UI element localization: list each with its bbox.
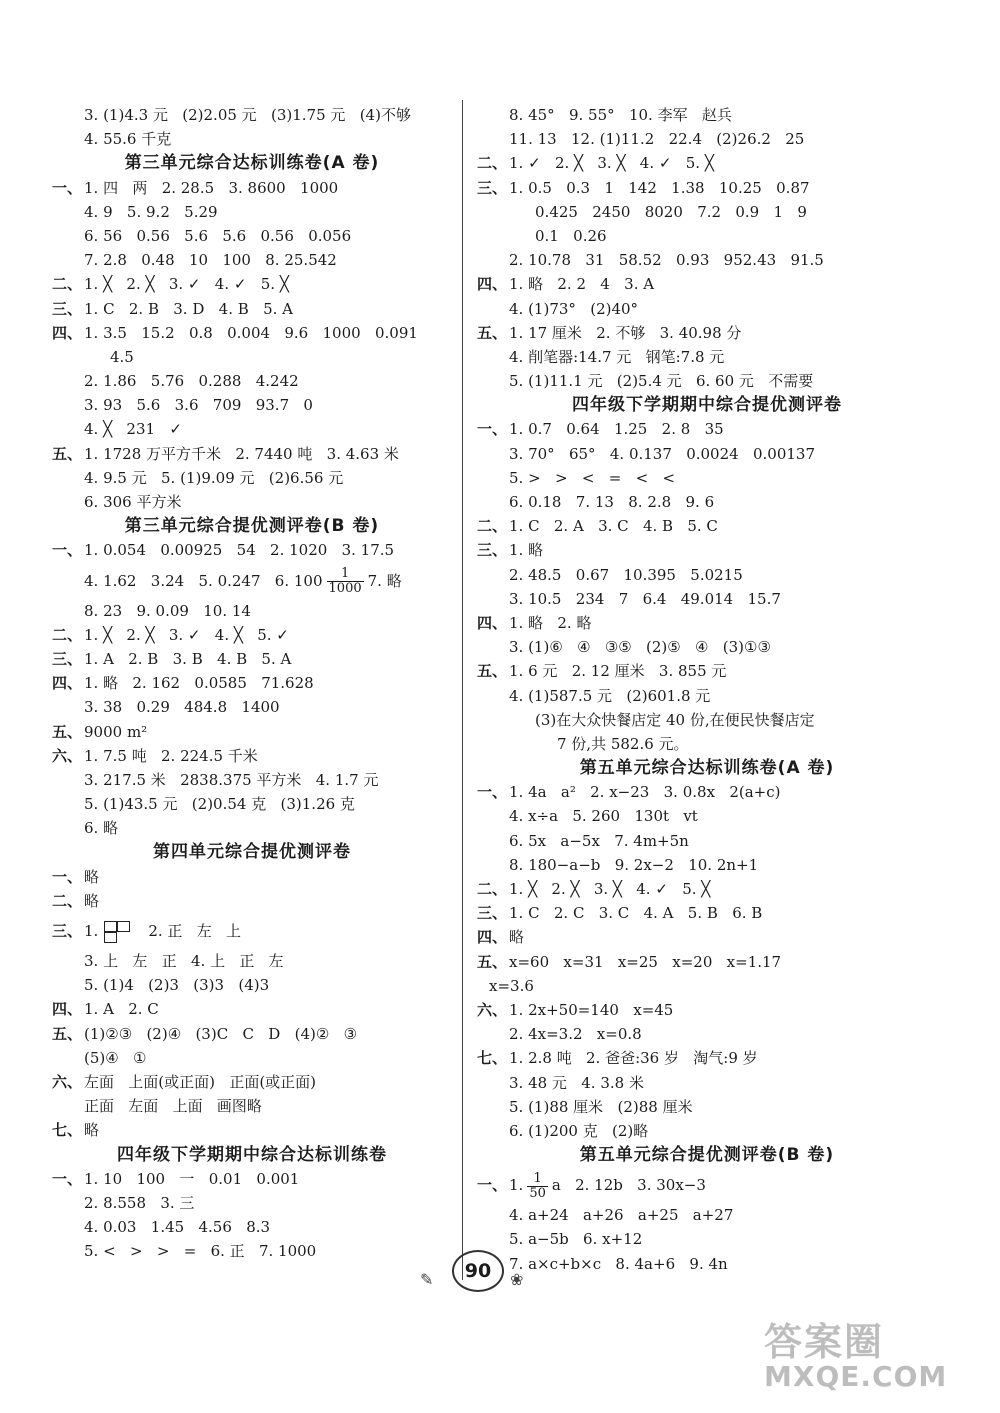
answer-text: (5)④ ① <box>84 1048 147 1067</box>
section-marker: 七、 <box>52 1121 83 1140</box>
answer-text: 4. x÷a 5. 260 130t vt <box>509 807 698 826</box>
section-marker: 五、 <box>477 662 508 681</box>
answer-text: 左面 上面(或正面) 正面(或正面) <box>84 1072 317 1091</box>
section-marker: 五、 <box>52 444 83 463</box>
answer-line <box>477 950 937 974</box>
answer-text: 1. ✓ 2. ╳ 3. ╳ 4. ✓ 5. ╳ <box>509 154 714 173</box>
answer-text: 5. (1)43.5 元 (2)0.54 克 (3)1.26 克 <box>84 795 355 814</box>
answer-line <box>52 1070 452 1094</box>
answer-line <box>52 792 452 816</box>
section-marker: 三、 <box>52 649 83 668</box>
section-marker: 四、 <box>52 323 83 342</box>
answer-line <box>477 1227 937 1251</box>
answer-text: 5. (1)11.1 元 (2)5.4 元 6. 60 元 不需要 <box>509 372 814 391</box>
answer-text: 3. 48 元 4. 3.8 米 <box>509 1073 644 1092</box>
answer-text: x=60 x=31 x=25 x=20 x=1.17 <box>509 952 782 971</box>
answer-text: 1. 0.054 0.00925 54 2. 1020 3. 17.5 <box>84 541 395 560</box>
answer-line <box>477 1203 937 1227</box>
answer-line <box>477 1046 937 1070</box>
answer-text: 3. 70° 65° 4. 0.137 0.0024 0.00137 <box>509 444 816 463</box>
fraction-denominator: 1000 <box>328 581 362 597</box>
answer-line <box>477 925 937 949</box>
section-marker: 一、 <box>52 178 83 197</box>
answer-text: 略 <box>84 867 100 886</box>
section-heading: 第五单元综合达标训练卷(A 卷) <box>579 758 835 779</box>
answer-text: 1. 2.8 吨 2. 爸爸:36 岁 淘气:9 岁 <box>509 1049 758 1068</box>
answer-text: 3. 上 左 正 4. 上 正 左 <box>84 952 284 970</box>
answer-text: 1. ╳ 2. ╳ 3. ✓ 4. ✓ 5. ╳ <box>84 275 289 294</box>
answer-text: 1. 四 两 2. 28.5 3. 8600 1000 <box>84 178 339 197</box>
section-marker: 六、 <box>52 746 83 765</box>
fraction <box>527 1172 548 1201</box>
fraction-numerator: 1 <box>327 567 364 582</box>
section-marker: 一、 <box>477 1176 508 1195</box>
section-marker: 三、 <box>477 541 508 560</box>
answer-line <box>52 1094 452 1118</box>
answer-text: 1. C 2. B 3. D 4. B 5. A <box>84 299 293 318</box>
answer-text: (3)在大众快餐店定 40 份,在便民快餐店定 <box>535 710 815 729</box>
answer-text: 1. 略 2. 162 0.0585 71.628 <box>84 674 314 693</box>
answer-text: 1. 17 厘米 2. 不够 3. 40.98 分 <box>509 323 742 342</box>
answer-text: 1. A 2. B 3. B 4. B 5. A <box>84 649 292 668</box>
answer-text: 8. 45° 9. 55° 10. 李军 赵兵 <box>509 106 732 124</box>
section-marker: 二、 <box>477 880 508 898</box>
section-marker: 一、 <box>477 420 508 439</box>
answer-text-with-figure <box>84 913 241 949</box>
answer-line <box>477 829 937 853</box>
answer-text: 2. 10.78 31 58.52 0.93 952.43 91.5 <box>509 251 824 270</box>
answer-line <box>52 816 452 840</box>
answer-text: 5. a−5b 6. x+12 <box>509 1230 643 1249</box>
section-marker: 三、 <box>477 178 508 197</box>
answer-line <box>52 720 452 744</box>
fraction <box>327 567 364 596</box>
section-heading: 第三单元综合提优测评卷(B 卷) <box>124 516 380 537</box>
answer-text: a 2. 12b 3. 30x−3 <box>551 1176 706 1195</box>
section-marker: 二、 <box>52 275 83 294</box>
section-marker: 一、 <box>52 1169 83 1188</box>
fraction-denominator: 50 <box>529 1185 546 1201</box>
answer-text: 4. (1)587.5 元 (2)601.8 元 <box>509 686 711 705</box>
answer-line <box>52 417 452 441</box>
answer-line <box>477 224 937 248</box>
answer-text: 1. 6 元 2. 12 厘米 3. 855 元 <box>509 662 727 681</box>
section-marker: 一、 <box>52 541 83 560</box>
answer-text: 1. 0.7 0.64 1.25 2. 8 35 <box>509 420 724 439</box>
answer-text: 4.5 <box>110 347 134 366</box>
page-number-text: 90 <box>464 1260 492 1282</box>
answer-text: 11. 13 12. (1)11.2 22.4 (2)26.2 25 <box>509 130 805 149</box>
answer-line <box>477 248 937 272</box>
answer-line <box>477 684 937 708</box>
answer-line <box>52 997 452 1021</box>
section-marker: 五、 <box>52 722 83 741</box>
answer-text-with-fraction <box>509 1167 706 1203</box>
answer-text: 1. 1728 万平方千米 2. 7440 吨 3. 4.63 米 <box>84 444 399 463</box>
answer-line <box>477 1022 937 1046</box>
answer-line <box>52 345 452 369</box>
answer-text: 6. 56 0.56 5.6 5.6 0.56 0.056 <box>84 226 352 245</box>
answer-text: 5. (1)88 厘米 (2)88 厘米 <box>509 1097 693 1116</box>
answer-line <box>52 623 452 647</box>
answer-line <box>477 538 937 562</box>
answer-text: 4. 9 5. 9.2 5.29 <box>84 202 218 221</box>
answer-line <box>52 1191 452 1215</box>
answer-text: (1)②③ (2)④ (3)C C D (4)② ③ <box>84 1024 358 1043</box>
watermark-chinese: 答案圈 <box>764 1320 885 1364</box>
answer-text: 1. 2x+50=140 x=45 <box>509 1000 674 1019</box>
answer-text: 6. (1)200 克 (2)略 <box>509 1121 649 1140</box>
section-marker: 一、 <box>52 867 83 886</box>
answer-text: 0.1 0.26 <box>535 226 607 245</box>
decoration-left-icon: ✎ <box>420 1270 434 1289</box>
answer-text: 4. (1)73° (2)40° <box>509 299 639 318</box>
answer-line <box>52 272 452 296</box>
answer-line <box>477 151 937 175</box>
section-marker: 四、 <box>52 674 83 693</box>
answer-line <box>477 200 937 224</box>
answer-line <box>52 297 452 321</box>
answer-line <box>52 949 452 973</box>
answer-text: 1. <box>509 1176 524 1195</box>
answer-line <box>477 297 937 321</box>
section-marker: 四、 <box>477 928 508 947</box>
answer-line <box>477 466 937 490</box>
answer-text: 9000 m² <box>84 722 148 741</box>
answer-line <box>477 1119 937 1143</box>
answer-text: 1. ╳ 2. ╳ 3. ✓ 4. ╳ 5. ✓ <box>84 625 289 644</box>
answer-line <box>52 490 452 514</box>
answer-text: 正面 左面 上面 画图略 <box>84 1097 262 1116</box>
answer-line <box>52 744 452 768</box>
answer-line <box>477 127 937 151</box>
answer-text: x=3.6 <box>489 976 534 995</box>
section-marker: 五、 <box>52 1024 83 1043</box>
section-marker: 三、 <box>52 299 83 318</box>
answer-text: 4. 55.6 千克 <box>84 130 172 149</box>
section-heading: 四年级下学期期中综合达标训练卷 <box>117 1144 387 1165</box>
section-marker: 四、 <box>477 613 508 632</box>
decoration-right-icon: ❀ <box>510 1270 524 1289</box>
answer-line <box>477 877 937 901</box>
answer-line <box>477 974 937 998</box>
answer-line <box>477 804 937 828</box>
section-marker: 六、 <box>477 1000 508 1019</box>
answer-line <box>52 973 452 997</box>
answer-line <box>52 442 452 466</box>
answer-text: 1. 略 <box>509 541 544 560</box>
answer-text: 1. 10 100 一 0.01 0.001 <box>84 1169 300 1188</box>
answer-line <box>52 176 452 200</box>
answer-text: 3. 38 0.29 484.8 1400 <box>84 698 280 717</box>
answer-line <box>52 224 452 248</box>
answer-text: 3. (1)⑥ ④ ③⑤ (2)⑤ ④ (3)①③ <box>509 638 771 657</box>
answer-line <box>477 732 937 756</box>
answer-text: 7. a×c+b×c 8. 4a+6 9. 4n <box>509 1254 728 1273</box>
section-marker: 二、 <box>52 891 83 910</box>
section-marker: 五、 <box>477 952 508 971</box>
answer-line <box>477 587 937 611</box>
watermark-latin: MXQE.COM <box>764 1360 948 1393</box>
answer-line <box>477 272 937 296</box>
answer-line <box>52 1046 452 1070</box>
answer-text: 1. 略 2. 略 <box>509 613 592 632</box>
answer-line <box>477 780 937 804</box>
answer-line <box>52 768 452 792</box>
answer-line <box>52 369 452 393</box>
answer-line <box>477 853 937 877</box>
answer-text: 1. 7.5 吨 2. 224.5 千米 <box>84 746 258 765</box>
answer-line <box>52 538 452 562</box>
answer-line <box>52 127 452 151</box>
answer-line <box>52 248 452 272</box>
answer-text: 5. > > < = < < <box>509 468 676 487</box>
answer-line <box>477 442 937 466</box>
answer-line <box>477 176 937 200</box>
answer-text: 2. 48.5 0.67 10.395 5.0215 <box>509 565 743 584</box>
answer-text: 0.425 2450 8020 7.2 0.9 1 9 <box>535 202 807 221</box>
answer-text: 6. 306 平方米 <box>84 493 182 511</box>
answer-text: 1. <box>84 922 99 940</box>
answer-line <box>477 611 937 635</box>
section-marker: 五、 <box>477 323 508 342</box>
answer-text: 4. ╳ 231 ✓ <box>84 420 182 439</box>
answer-text: 略 <box>84 1121 100 1140</box>
answer-text: 4. 削笔器:14.7 元 钢笔:7.8 元 <box>509 347 725 366</box>
section-heading: 第三单元综合达标训练卷(A 卷) <box>124 153 380 174</box>
answer-text: 3. 93 5.6 3.6 709 93.7 0 <box>84 396 313 415</box>
answer-text: 7. 2.8 0.48 10 100 8. 25.542 <box>84 251 337 270</box>
answer-line <box>52 1118 452 1142</box>
answer-line <box>52 321 452 345</box>
answer-line <box>52 671 452 695</box>
answer-text: 6. 略 <box>84 819 119 838</box>
answer-text: 1. C 2. C 3. C 4. A 5. B 6. B <box>509 904 763 923</box>
answer-text: 5. (1)4 (2)3 (3)3 (4)3 <box>84 976 270 995</box>
column-divider <box>462 100 463 1280</box>
answer-text: 6. 0.18 7. 13 8. 2.8 9. 6 <box>509 493 715 511</box>
answer-text: 4. 1.62 3.24 5. 0.247 6. 100 <box>84 571 323 590</box>
answer-text: 2. 4x=3.2 x=0.8 <box>509 1025 642 1044</box>
page-number <box>452 1250 504 1292</box>
answer-line <box>477 103 937 127</box>
section-marker: 一、 <box>477 783 508 802</box>
answer-text: 4. a+24 a+26 a+25 a+27 <box>509 1206 734 1225</box>
right-column <box>477 103 937 1276</box>
answer-text-with-fraction <box>84 563 402 599</box>
section-marker: 二、 <box>477 154 508 173</box>
answer-text: 2. 1.86 5.76 0.288 4.242 <box>84 372 299 391</box>
answer-line <box>477 1252 937 1276</box>
answer-text: 4. 0.03 1.45 4.56 8.3 <box>84 1218 271 1237</box>
section-heading: 四年级下学期期中综合提优测评卷 <box>572 395 842 416</box>
section-marker: 六、 <box>52 1072 83 1091</box>
answer-text: 2. 正 左 上 <box>148 922 242 940</box>
answer-text: 4. 9.5 元 5. (1)9.09 元 (2)6.56 元 <box>84 468 344 487</box>
answer-text: 2. 8.558 3. 三 <box>84 1193 195 1212</box>
answer-line <box>477 1071 937 1095</box>
answer-text: 1. ╳ 2. ╳ 3. ╳ 4. ✓ 5. ╳ <box>509 880 711 898</box>
answer-text: 8. 23 9. 0.09 10. 14 <box>84 601 251 620</box>
left-column <box>52 103 452 1263</box>
answer-line <box>52 1239 452 1263</box>
answer-text: 1. 0.5 0.3 1 142 1.38 10.25 0.87 <box>509 178 810 197</box>
answer-line <box>52 466 452 490</box>
answer-text: 5. < > > = 6. 正 7. 1000 <box>84 1242 317 1261</box>
answer-text: 略 <box>84 891 100 910</box>
answer-line <box>477 708 937 732</box>
answer-line <box>477 417 937 441</box>
section-marker: 七、 <box>477 1049 508 1068</box>
answer-text: 1. C 2. A 3. C 4. B 5. C <box>509 517 718 536</box>
answer-line <box>52 599 452 623</box>
answer-line <box>477 369 937 393</box>
answer-line <box>477 998 937 1022</box>
answer-line <box>52 647 452 671</box>
answer-line <box>52 1215 452 1239</box>
answer-line <box>52 200 452 224</box>
answer-text: 7. 略 <box>367 571 402 590</box>
answer-line <box>52 889 452 913</box>
watermark-logo <box>764 1311 974 1391</box>
answer-text: 3. 217.5 米 2838.375 平方米 4. 1.7 元 <box>84 770 379 789</box>
section-marker: 四、 <box>52 1000 83 1019</box>
cube-view-figure-icon <box>104 921 140 943</box>
section-marker: 三、 <box>477 904 508 923</box>
answer-line <box>477 514 937 538</box>
answer-line <box>477 490 937 514</box>
answer-line <box>52 563 452 599</box>
answer-text: 1. 4a a² 2. x−23 3. 0.8x 2(a+c) <box>509 783 781 802</box>
answer-line <box>477 635 937 659</box>
answer-line <box>477 659 937 683</box>
answer-line <box>52 1167 452 1191</box>
answer-line <box>52 865 452 889</box>
section-heading: 第五单元综合提优测评卷(B 卷) <box>579 1145 835 1166</box>
answer-text: 1. A 2. C <box>84 1000 159 1019</box>
section-marker: 二、 <box>52 625 83 644</box>
answer-text: 略 <box>509 928 525 947</box>
answer-text: 1. 3.5 15.2 0.8 0.004 9.6 1000 0.091 <box>84 323 418 342</box>
answer-line <box>477 345 937 369</box>
answer-line <box>477 563 937 587</box>
answer-text: 6. 5x a−5x 7. 4m+5n <box>509 831 689 850</box>
answer-text: 3. (1)4.3 元 (2)2.05 元 (3)1.75 元 (4)不够 <box>84 106 411 124</box>
section-heading: 第四单元综合提优测评卷 <box>153 842 351 863</box>
answer-line <box>52 103 452 127</box>
answer-text: 7 份,共 582.6 元。 <box>557 734 689 753</box>
section-marker: 三、 <box>52 922 83 940</box>
answer-line <box>52 913 452 949</box>
section-marker: 四、 <box>477 275 508 294</box>
answer-line <box>477 1095 937 1119</box>
answer-line <box>477 901 937 925</box>
answer-line <box>52 695 452 719</box>
answer-line <box>477 321 937 345</box>
answer-text: 8. 180−a−b 9. 2x−2 10. 2n+1 <box>509 855 759 874</box>
answer-text: 3. 10.5 234 7 6.4 49.014 15.7 <box>509 589 781 608</box>
section-marker: 二、 <box>477 517 508 536</box>
answer-line <box>52 1022 452 1046</box>
answer-line <box>477 1167 937 1203</box>
fraction-numerator: 1 <box>527 1172 548 1187</box>
answer-text: 1. 略 2. 2 4 3. A <box>509 275 655 294</box>
answer-line <box>52 393 452 417</box>
